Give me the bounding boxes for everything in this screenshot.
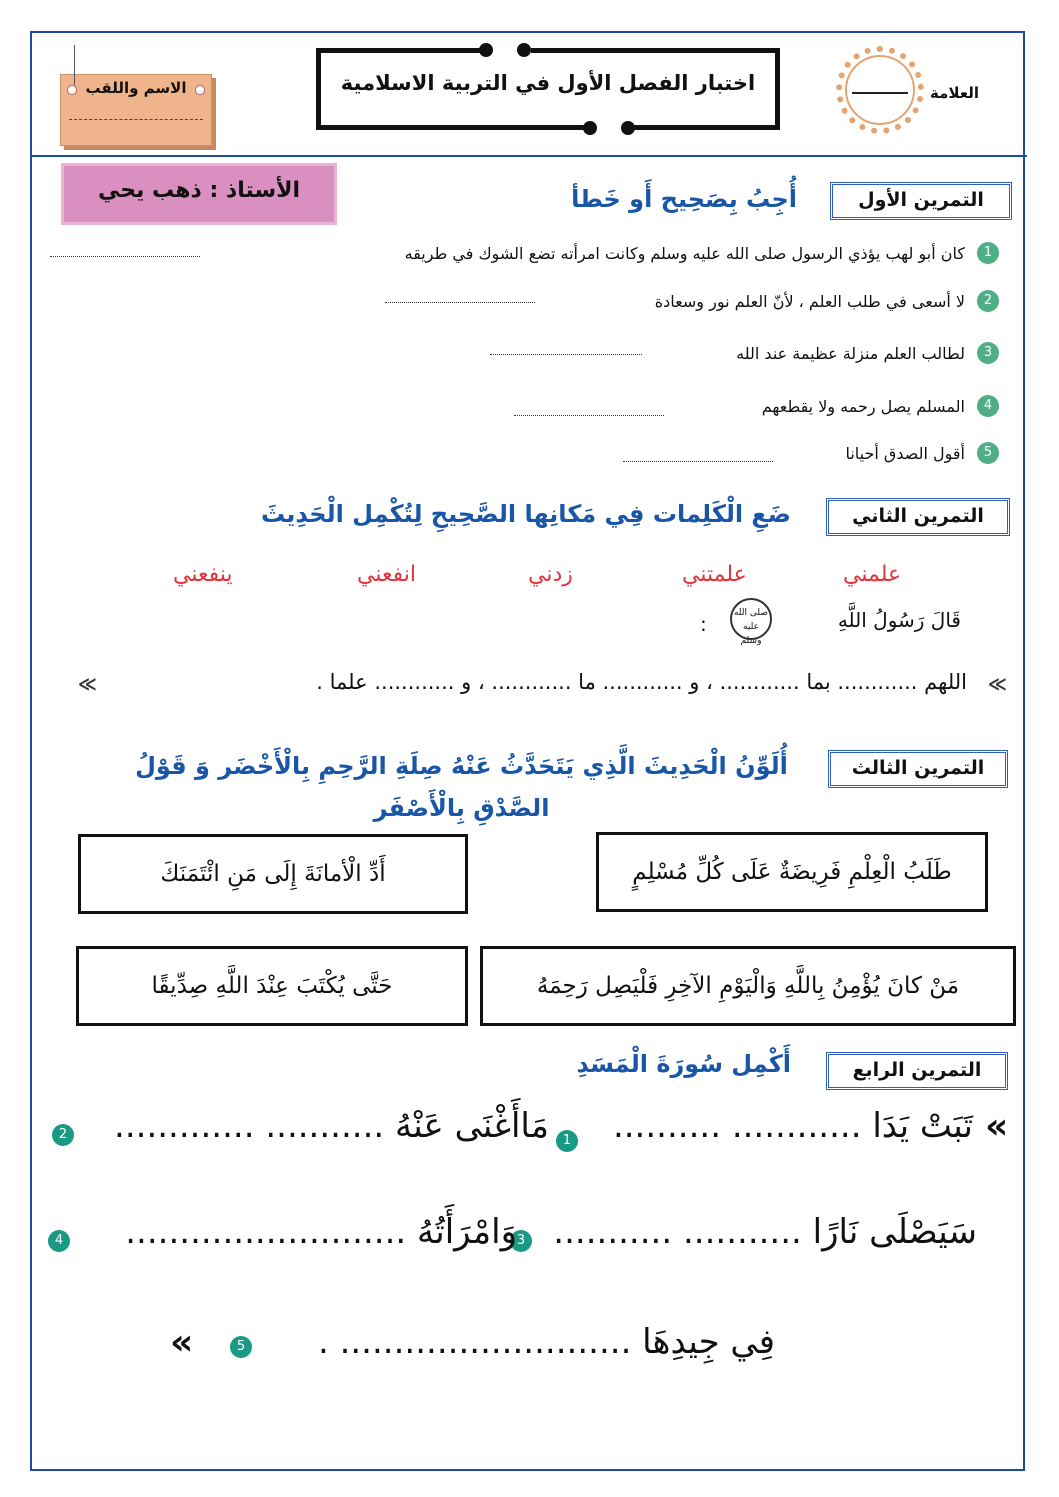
name-field[interactable] (69, 119, 203, 120)
question-item (736, 342, 999, 364)
question-text: كان أبو لهب يؤذي الرسول صلى الله عليه وسلم وكانت امرأته تضع الشوك في طريقه (404, 243, 965, 263)
grade-field[interactable] (852, 92, 908, 94)
word-choice: علمتني (682, 562, 747, 587)
question-text: أقول الصدق أحيانا (845, 443, 965, 463)
exercise4-label: التمرين الرابع (826, 1052, 1008, 1090)
quote-chevron-icon: ≪ (78, 674, 97, 695)
word-choice: انفعني (357, 562, 416, 587)
frame-dot-icon (621, 121, 635, 135)
question-number: 2 (977, 290, 999, 312)
surah-line1-part1[interactable]: تَبَتْ يَدَا ............ .......... (612, 1106, 973, 1146)
exercise3-instruction: أُلَوِّنُ الْحَدِيثَ الَّذِي يَتَحَدَّثُ عَنْهُ صِلَةِ الرَّحِمِ بِالْأَخْضَر وَ قَوْلُ الصَّدْقِ بِالْأَصْفَر (135, 752, 788, 822)
quote-open-icon: « (985, 1106, 1009, 1147)
grade-label: العلامة (930, 84, 980, 102)
marker-4: 4 (48, 1230, 70, 1252)
question-item (762, 395, 999, 417)
pbuh-calligraphy-icon: صلى الله عليه وسلم (730, 598, 772, 640)
surah-line3[interactable]: فِي جِيدِهَا ........................... . (317, 1322, 775, 1362)
quote-close-icon: « (170, 1322, 194, 1363)
marker-2: 2 (52, 1124, 74, 1146)
header-divider (30, 155, 1027, 157)
colon: : (700, 612, 707, 636)
exercise1-instruction: أُجِبُ بِصَحِيح أَو خَطأ (571, 185, 797, 213)
word-choice: زدني (528, 562, 573, 587)
question-number: 3 (977, 342, 999, 364)
word-choice: علمني (843, 562, 902, 587)
exam-title: اختبار الفصل الأول في التربية الاسلامية (340, 71, 756, 95)
answer-blank[interactable] (50, 256, 200, 257)
teacher-name: الأستاذ : ذهب يحي (64, 166, 334, 222)
marker-3: 3 (510, 1230, 532, 1252)
question-text: المسلم يصل رحمه ولا يقطعهم (761, 396, 965, 416)
question-item (655, 290, 999, 312)
frame-dot-icon (583, 121, 597, 135)
surah-line2-part1[interactable]: سَيَصْلَى نَارًا ........... ........... (553, 1212, 977, 1252)
question-text: لطالب العلم منزلة عظيمة عند الله (736, 343, 965, 363)
name-tag (60, 74, 212, 146)
answer-blank[interactable] (514, 415, 664, 416)
hadith-fill-in[interactable]: اللهم ............ بما ............ ، و ............ ما ............ ، و ............ علما . (316, 670, 967, 694)
name-label: الاسم واللقب (85, 79, 187, 97)
exercise2-label: التمرين الثاني (826, 498, 1010, 536)
answer-blank[interactable] (623, 461, 773, 462)
exercise3-label: التمرين الثالث (828, 750, 1008, 788)
marker-5: 5 (230, 1336, 252, 1358)
question-number: 1 (977, 242, 999, 264)
answer-blank[interactable] (490, 354, 642, 355)
question-number: 5 (977, 442, 999, 464)
hadith-box[interactable]: طَلَبُ الْعِلْمِ فَرِيضَةٌ عَلَى كُلِّ مُسْلِمٍ (596, 832, 988, 912)
title-box (316, 48, 780, 130)
question-text: لا أسعى في طلب العلم ، لأنّ العلم نور وسعادة (654, 291, 965, 311)
hadith-box[interactable]: حَتَّى يُكْتَبَ عِنْدَ اللَّهِ صِدِّيقًا (76, 946, 468, 1026)
hadith-box[interactable]: أَدِّ الْأمانَةَ إِلَى مَنِ ائْتَمَنَكَ (78, 834, 468, 914)
exercise2-instruction: ضَعِ الْكَلِمات فِي مَكانِها الصَّحِيحِ لِتُكْمِل الْحَدِيثَ (261, 500, 791, 528)
frame-dot-icon (479, 43, 493, 57)
surah-line2-part2[interactable]: وَامْرَأَتُهُ .......................... (125, 1212, 517, 1252)
word-choice: ينفعني (173, 562, 233, 587)
surah-line1-part2[interactable]: مَاأَغْنَى عَنْهُ ........... ............. (114, 1106, 549, 1146)
marker-1: 1 (556, 1130, 578, 1152)
hadith-intro: قَالَ رَسُولُ اللَّهِ (837, 608, 961, 632)
answer-blank[interactable] (385, 302, 535, 303)
exercise1-label: التمرين الأول (830, 182, 1012, 220)
quote-chevron-icon: ≪ (988, 674, 1007, 695)
grade-circle (836, 46, 924, 134)
exercise4-instruction: أَكْمِل سُورَةَ الْمَسَدِ (576, 1050, 791, 1078)
frame-dot-icon (517, 43, 531, 57)
grade-circle-inner (845, 55, 915, 125)
question-item (405, 242, 999, 264)
question-item (845, 442, 999, 464)
hadith-box[interactable]: مَنْ كانَ يُؤْمِنُ بِاللَّهِ وَالْيَوْمِ الآخِرِ فَلْيَصِل رَحِمَهُ (480, 946, 1016, 1026)
question-number: 4 (977, 395, 999, 417)
